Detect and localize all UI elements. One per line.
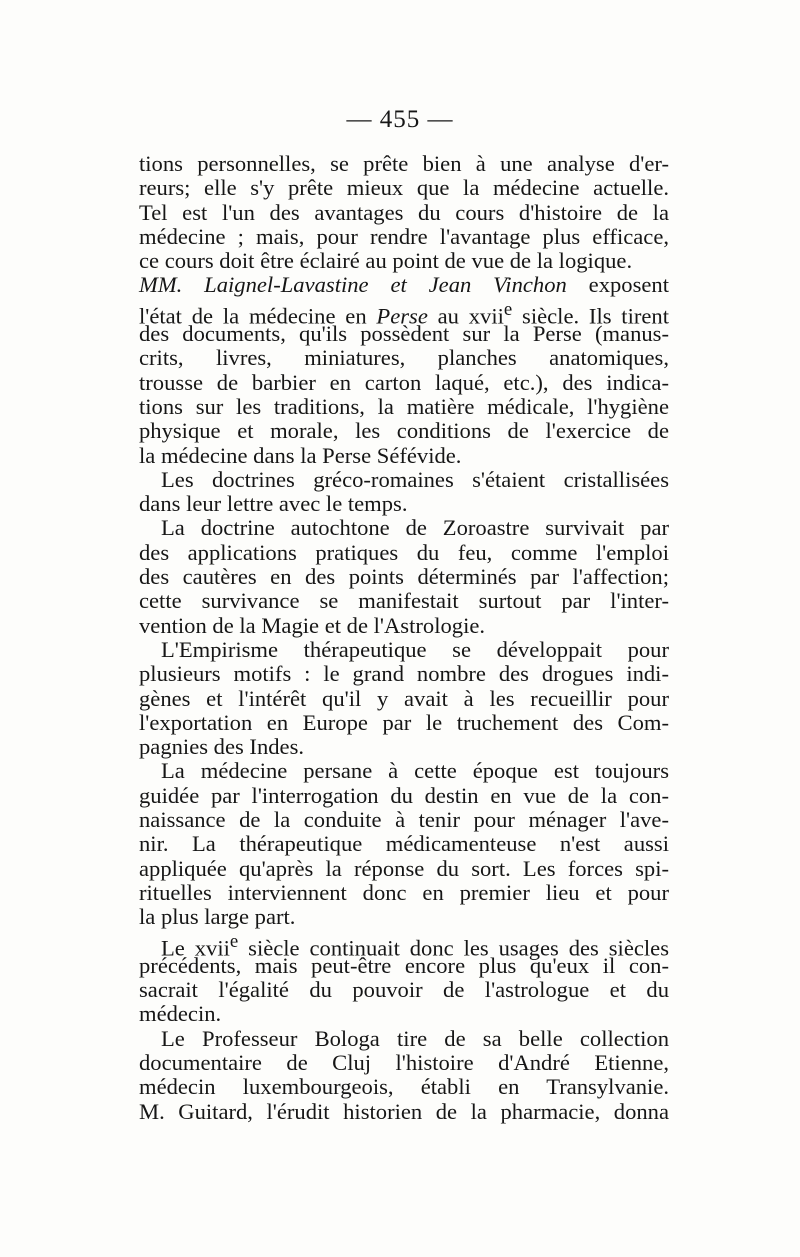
text-line: La médecine persane à cette époque est toujours xyxy=(161,758,669,784)
text-line: guidée par l'interrogation du destin en vue de la con- xyxy=(139,782,669,808)
text-line: documentaire de Cluj l'histoire d'André Etienne, xyxy=(139,1049,669,1075)
superscript: e xyxy=(503,298,513,320)
text-run: au xvii xyxy=(427,303,504,329)
text-line: gènes et l'intérêt qu'il y avait à les recueillir pour xyxy=(139,685,669,711)
text-line: naissance de la conduite à tenir pour ménager l'ave- xyxy=(139,807,669,833)
text-line: dans leur lettre avec le temps. xyxy=(139,491,408,517)
text-line: médecine ; mais, pour rendre l'avantage plus efficace, xyxy=(139,223,669,249)
text-line: des applications pratiques du feu, comme l'emploi xyxy=(139,539,669,565)
text-line: médecin. xyxy=(139,1001,222,1027)
place-italic: Perse xyxy=(376,303,428,329)
text-line: La doctrine autochtone de Zoroastre survivait par xyxy=(161,515,669,541)
text-line: pagnies des Indes. xyxy=(139,734,305,760)
text-line: plusieurs motifs : le grand nombre des drogues indi- xyxy=(139,661,669,687)
text-run: l'état de la médecine en xyxy=(139,303,377,329)
text-line: sacrait l'égalité du pouvoir de l'astrologue et du xyxy=(139,977,669,1003)
superscript: e xyxy=(229,930,239,952)
text-line: des documents, qu'ils possèdent sur la Perse (manus- xyxy=(139,321,669,347)
body-text xyxy=(139,152,669,1124)
text-line: vention de la Magie et de l'Astrologie. xyxy=(139,612,486,638)
text-line: tions sur les traditions, la matière médicale, l'hygiène xyxy=(139,393,669,419)
text-line: médecin luxembourgeois, établi en Transylvanie. xyxy=(139,1074,669,1100)
text-line xyxy=(139,298,669,329)
text-line: Tel est l'un des avantages du cours d'histoire de la xyxy=(139,199,669,225)
text-line xyxy=(139,273,669,297)
text-line: tions personnelles, se prête bien à une analyse d'er- xyxy=(139,151,669,176)
text-run: exposent xyxy=(566,272,669,298)
text-line: trousse de barbier en carton laqué, etc.), des indica- xyxy=(139,369,669,395)
text-run: Le xvii xyxy=(161,935,230,961)
text-line: appliquée qu'après la réponse du sort. Les forces spi- xyxy=(139,855,669,881)
text-line xyxy=(139,930,669,961)
text-line: L'Empirisme thérapeutique se développait pour xyxy=(161,636,669,662)
text-line: Les doctrines gréco-romaines s'étaient cristallisées xyxy=(161,466,669,492)
text-line: Le Professeur Bologa tire de sa belle collection xyxy=(161,1025,669,1051)
text-line: reurs; elle s'y prête mieux que la médecine actuelle. xyxy=(139,175,669,201)
text-line: l'exportation en Europe par le truchement des Com- xyxy=(139,709,669,735)
text-line: cette survivance se manifestait surtout par l'inter- xyxy=(139,588,669,614)
text-run: siècle continuait donc les usages des siècles xyxy=(238,935,669,961)
text-line: précédents, mais peut-être encore plus qu'eux il con- xyxy=(139,952,669,978)
text-line: des cautères en des points déterminés par l'affection; xyxy=(139,564,669,590)
text-line: ce cours doit être éclairé au point de vue de la logique. xyxy=(139,248,633,274)
text-line: rituelles interviennent donc en premier lieu et pour xyxy=(139,879,669,905)
text-line: M. Guitard, l'érudit historien de la pharmacie, donna xyxy=(139,1098,669,1124)
text-line: la plus large part. xyxy=(139,904,296,930)
text-run: siècle. Ils tirent xyxy=(512,303,669,329)
text-line: crits, livres, miniatures, planches anatomiques, xyxy=(139,345,669,371)
text-line: nir. La thérapeutique médicamenteuse n'est aussi xyxy=(139,831,669,857)
text-line: physique et morale, les conditions de l'exercice de xyxy=(139,418,669,444)
text-line: la médecine dans la Perse Séfévide. xyxy=(139,442,462,468)
authors-italic: MM. Laignel-Lavastine et Jean Vinchon xyxy=(139,272,567,298)
page-number: — 455 — xyxy=(346,106,454,133)
